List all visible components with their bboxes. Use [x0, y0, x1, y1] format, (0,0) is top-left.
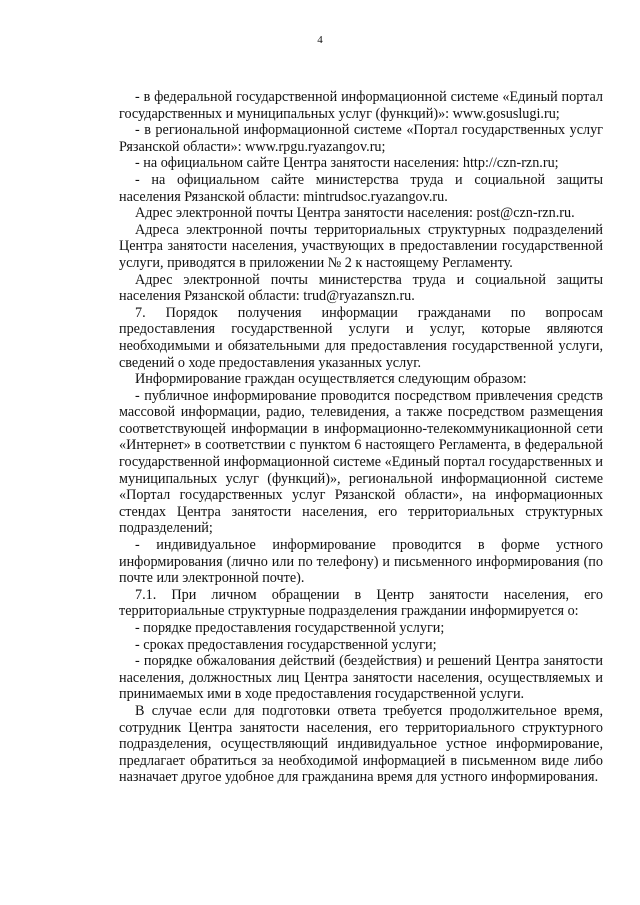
paragraph-federal-portal: - в федеральной государственной информационной системе «Единый портал государственных и муниципальных услуг (функций)»: www.gosuslugi.ru;: [119, 89, 603, 122]
paragraph-procedure-item: - порядке предоставления государственной услуги;: [135, 620, 445, 636]
paragraph-public-informing: - публичное информирование проводится посредством привлечения средств массовой информации, радио, телевидения, а также посредством размещения соответствующей информации в информационно-телекоммуникационной сети «Интернет» в соответствии с пунктом 6 настоящего Регламента, в федеральной государственной информационной системе «Единый портал государственных и муниципальных услуг (функций)», региональной информационной системе «Портал государственных услуг Рязанской области», на информационных стендах Центра занятости населения, его территориальных структурных подразделений;: [119, 387, 603, 537]
paragraph-ministry-website: - на официальном сайте министерства труда и социальной защиты населения Рязанской области: mintrudsoc.ryazangov.ru.: [119, 171, 603, 205]
paragraph-ministry-email: Адрес электронной почты министерства труда и социальной защиты населения Рязанской области: trud@ryazanszn.ru.: [119, 271, 603, 305]
paragraph-subdivision-emails: Адреса электронной почты территориальных структурных подразделений Центра занятости населения, участвующих в предоставлении государственной услуги, приводятся в приложении № 2 к настоящему Регламенту.: [119, 221, 603, 271]
document-body: [119, 89, 603, 786]
paragraph-terms-item: - сроках предоставления государственной услуги;: [135, 636, 437, 653]
paragraph-section-7-1: 7.1. При личном обращении в Центр занятости населения, его территориальные структурные подразделения граждании информируется о:: [119, 586, 603, 620]
paragraph-informing-intro: Информирование граждан осуществляется следующим образом:: [135, 371, 527, 388]
paragraph-czn-website: - на официальном сайте Центра занятости населения: http://czn-rzn.ru;: [135, 155, 559, 172]
paragraph-appeal-item: - порядке обжалования действий (бездействия) и решений Центра занятости населения, должностных лиц Центра занятости населения, осуществляемых и принимаемых ими в ходе предоставления государственной услуги.: [119, 653, 603, 703]
page-number: 4: [317, 34, 323, 46]
paragraph-individual-informing: - индивидуальное информирование проводится в форме устного информирования (лично или по телефону) и письменного информирования (по почте или электронной почте).: [119, 537, 603, 587]
paragraph-lengthy-response: В случае если для подготовки ответа требуется продолжительное время, сотрудник Центра занятости населения, его территориального структурного подразделения, осуществляющий индивидуальное устное информирование, предлагает обратиться за необходимой информацией в письменном виде либо назначает другое удобное для гражданина время для устного информирования.: [119, 702, 603, 786]
paragraph-section-7-heading: 7. Порядок получения информации гражданами по вопросам предоставления государственной услуги и услуг, которые являются необходимыми и обязательными для предоставления государственной услуги, сведений о ходе предоставления указанных услуг.: [119, 304, 603, 371]
paragraph-czn-email: Адрес электронной почты Центра занятости населения: post@czn-rzn.ru.: [135, 205, 575, 222]
paragraph-regional-portal: - в региональной информационной системе «Портал государственных услуг Рязанской области»: www.rpgu.ryazangov.ru;: [119, 122, 603, 155]
